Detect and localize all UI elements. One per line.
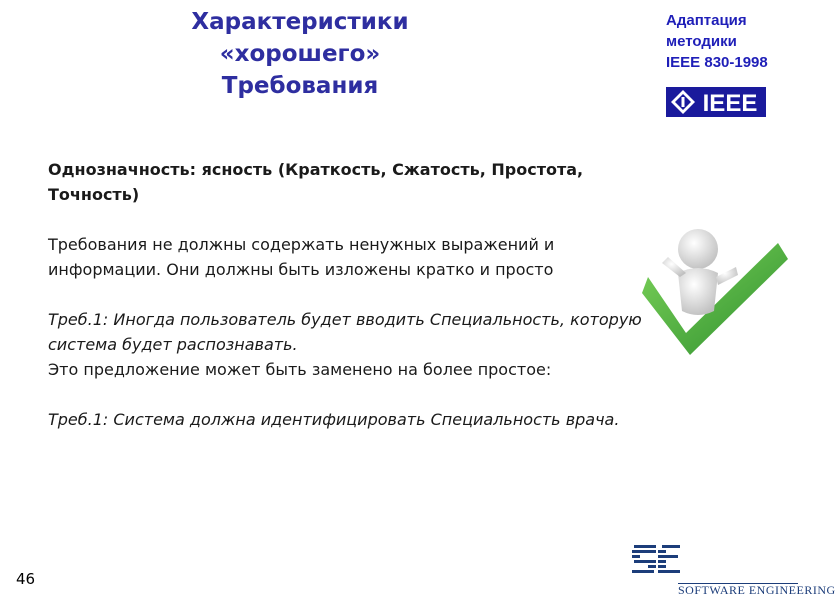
adaptation-note <box>666 10 800 73</box>
section-heading: Однозначность: ясность (Краткость, Сжатость, Простота, Точность) <box>48 160 584 204</box>
example-1: Треб.1: Иногда пользователь будет вводить Специальность, которую система будет распознавать. <box>48 310 642 354</box>
adaptation-line2: методики <box>666 33 737 50</box>
checkmark-figure-icon <box>640 215 790 365</box>
slide-body <box>48 157 668 432</box>
ieee-logo-text: IEEE <box>702 90 758 117</box>
ieee-logo <box>666 86 768 118</box>
paragraph-1: Требования не должны содержать ненужных выражений и информации. Они должны быть изложены кратко и просто <box>48 235 555 279</box>
slide-title <box>110 6 490 102</box>
slide-title-line2: Требования <box>221 73 379 99</box>
adaptation-line1: Адаптация <box>666 12 747 29</box>
adaptation-line3: IEEE 830-1998 <box>666 54 768 71</box>
slide-title-line1: Характеристики «хорошего» <box>191 9 409 67</box>
page-number: 46 <box>16 570 36 588</box>
example-2: Треб.1: Система должна идентифицировать Специальность врача. <box>48 410 620 429</box>
software-engineering-label: SOFTWARE ENGINEERING <box>678 583 836 597</box>
example-1-note: Это предложение может быть заменено на более простое: <box>48 360 552 379</box>
